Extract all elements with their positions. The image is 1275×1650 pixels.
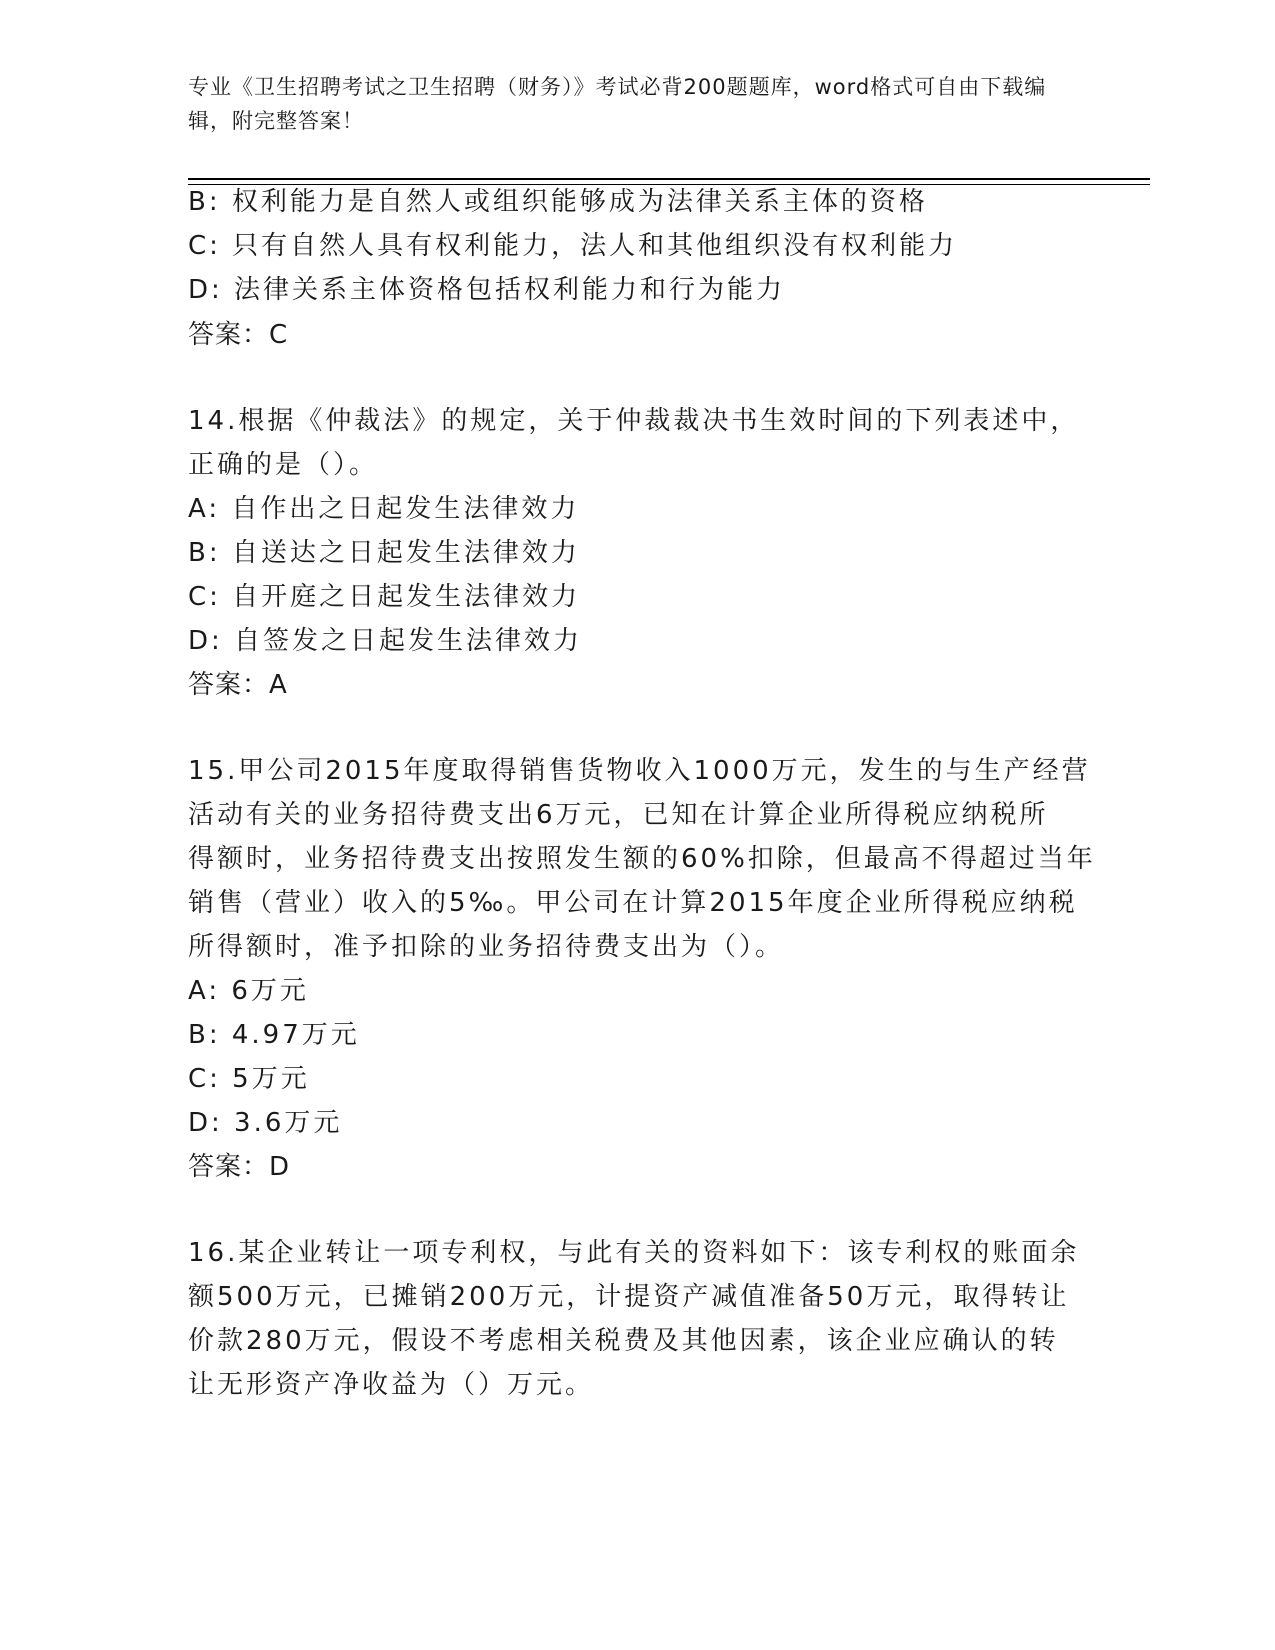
q15-option-c: C: 5万元 <box>188 1064 310 1094</box>
q16-question-line-3: 价款280万元，假设不考虑相关税费及其他因素，该企业应确认的转 <box>188 1326 1059 1356</box>
q13-option-b: B: 权利能力是自然人或组织能够成为法律关系主体的资格 <box>188 187 928 217</box>
q16-question-line-2: 额500万元，已摊销200万元，计提资产减值准备50万元，取得转让 <box>188 1282 1070 1312</box>
q16-question-line-1: 16.某企业转让一项专利权，与此有关的资料如下：该专利权的账面余 <box>188 1238 1080 1268</box>
q14-option-b: B: 自送达之日起发生法律效力 <box>188 538 580 568</box>
document-header: 专业《卫生招聘考试之卫生招聘（财务）》考试必背200题题库，word格式可自由下载编辑，附完整答案！ <box>188 75 1047 133</box>
q14-option-d: D: 自签发之日起发生法律效力 <box>188 626 583 656</box>
q15-question-line-1: 15.甲公司2015年度取得销售货物收入1000万元，发生的与生产经营 <box>188 756 1091 786</box>
q15-option-a: A: 6万元 <box>188 976 309 1006</box>
q15-question-line-3: 得额时，业务招待费支出按照发生额的60%扣除，但最高不得超过当年 <box>188 844 1096 874</box>
q14-question-line-1: 14.根据《仲裁法》的规定，关于仲裁裁决书生效时间的下列表述中， <box>188 406 1080 436</box>
q13-option-c: C: 只有自然人具有权利能力，法人和其他组织没有权利能力 <box>188 231 958 261</box>
q13-answer: 答案：C <box>188 320 289 350</box>
q15-answer: 答案：D <box>188 1152 291 1182</box>
header-rule-thick <box>188 178 1150 180</box>
q15-option-b: B: 4.97万元 <box>188 1020 360 1050</box>
q13-option-d: D: 法律关系主体资格包括权利能力和行为能力 <box>188 275 786 305</box>
q15-question-line-4: 销售（营业）收入的5‰。甲公司在计算2015年度企业所得税应纳税 <box>188 888 1078 918</box>
q16-question-line-4: 让无形资产净收益为（）万元。 <box>188 1370 595 1400</box>
q15-question-line-5: 所得额时，准予扣除的业务招待费支出为（）。 <box>188 932 785 962</box>
q15-option-d: D: 3.6万元 <box>188 1108 343 1138</box>
q14-answer: 答案：A <box>188 670 288 700</box>
q14-question-line-2: 正确的是（）。 <box>188 450 379 480</box>
q14-option-c: C: 自开庭之日起发生法律效力 <box>188 582 581 612</box>
q14-option-a: A: 自作出之日起发生法律效力 <box>188 494 580 524</box>
q15-question-line-2: 活动有关的业务招待费支出6万元，已知在计算企业所得税应纳税所 <box>188 800 1049 830</box>
